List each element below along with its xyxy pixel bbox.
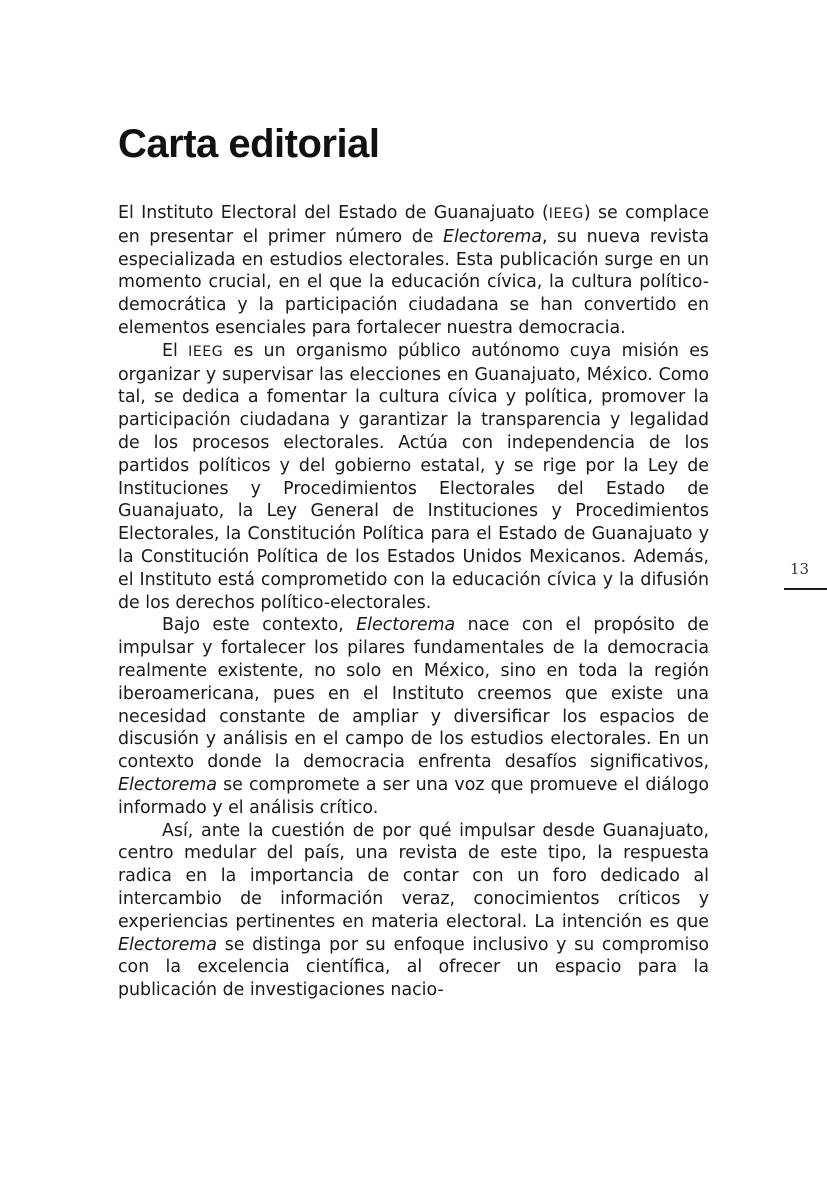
paragraph-text: se distinga por su enfoque inclusivo y su compromiso con la excelencia científica, al ofrecer un espacio para la publicación de investigaciones nacio- (118, 934, 709, 1001)
acronym: IEEG (548, 206, 584, 222)
paragraph-1 (118, 202, 709, 340)
journal-name: Electorema (442, 226, 542, 247)
paragraph-4 (118, 820, 709, 1002)
paragraph-text: Bajo este contexto, (162, 615, 357, 636)
paragraph-3 (118, 614, 709, 819)
paragraph-text: ) se complace en presentar el primer número de (118, 203, 710, 247)
paragraph-text: , su nueva revista especializada en estudios electorales. Esta publicación surge en un momento crucial, en el que la educación cívica, la cultura político-democrática y la participación ciudadana se han convertido en elementos esenciales para fortalecer nuestra democracia. (118, 226, 709, 338)
article-body (118, 202, 709, 1002)
page-number: 13 (790, 560, 810, 578)
paragraph-text: El (162, 340, 189, 361)
paragraph-2 (118, 340, 709, 615)
paragraph-text: El Instituto Electoral del Estado de Guanajuato ( (118, 203, 549, 223)
paragraph-text: nace con el propósito de impulsar y fortalecer los pilares fundamentales de la democracia realmente existente, no solo en México, sino en toda la región iberoamericana, pues en el Instituto creemos que existe una necesidad constante de ampliar y diversificar los espacios de discusión y análisis en el campo de los estudios electorales. En un contexto donde la democracia enfrenta desafíos significativos, (118, 615, 709, 773)
journal-name: Electorema (356, 615, 456, 636)
paragraph-text: se compromete a ser una voz que promueve el diálogo informado y el análisis crítico. (118, 774, 709, 818)
page-title: Carta editorial (118, 122, 380, 166)
page-number-rule (784, 588, 827, 590)
journal-name: Electorema (118, 934, 217, 955)
paragraph-text: es un organismo público autónomo cuya misión es organizar y supervisar las elecciones en Guanajuato, México. Como tal, se dedica a fomentar la cultura cívica y política, promover la participación ciudadana y garantizar la transparencia y legalidad de los procesos electorales. Actúa con independencia de los partidos políticos y del gobierno estatal, y se rige por la Ley de Instituciones y Procedimientos Electorales del Estado de Guanajuato, la Ley General de Instituciones y Procedimientos Electorales, la Constitución Política para el Estado de Guanajuato y la Constitución Política de los Estados Unidos Mexicanos. Además, el Instituto está comprometido con la educación cívica y la difusión de los derechos político-electorales. (118, 340, 709, 613)
paragraph-text: Así, ante la cuestión de por qué impulsar desde Guanajuato, centro medular del país, una revista de este tipo, la respuesta radica en la importancia de contar con un foro dedicado al intercambio de información veraz, conocimientos críticos y experiencias pertinentes en materia electoral. La intención es que (118, 820, 709, 932)
acronym: IEEG (188, 343, 224, 360)
journal-name: Electorema (118, 774, 217, 795)
